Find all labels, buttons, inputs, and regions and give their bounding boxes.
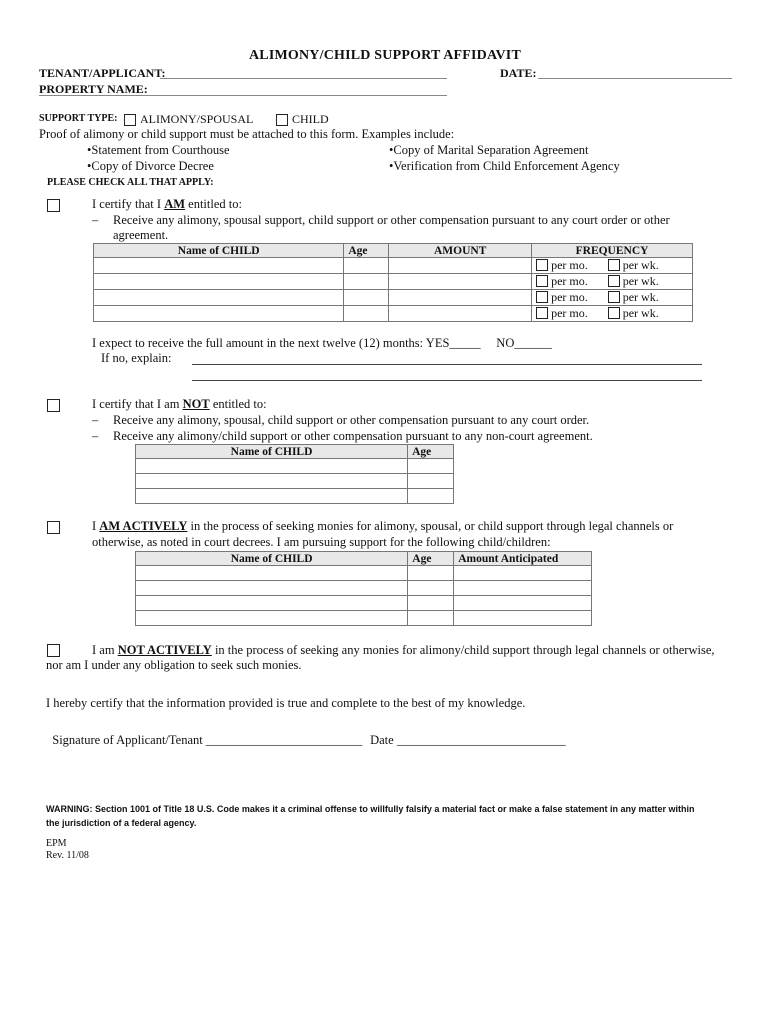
col-header: FREQUENCY (532, 244, 693, 258)
alimony-spousal-checkbox[interactable] (124, 114, 136, 126)
table-row (136, 596, 592, 611)
table-header-row (136, 552, 592, 566)
footer-rev: Rev. 11/08 (46, 850, 89, 861)
check-all-label: PLEASE CHECK ALL THAT APPLY: (47, 177, 214, 188)
amount-cell[interactable] (389, 258, 532, 274)
per-month-checkbox[interactable] (536, 291, 548, 303)
date-label: DATE: (500, 66, 537, 80)
frequency-cell: per mo. per wk. (532, 274, 693, 290)
child-name-cell[interactable] (136, 581, 408, 596)
table-header-row (136, 445, 454, 459)
child-name-cell[interactable] (94, 258, 344, 274)
warning-line: the jurisdiction of a federal agency. (46, 818, 197, 828)
child-name-cell[interactable] (136, 459, 408, 474)
table-row (94, 258, 693, 274)
signature-date: Date ___________________________ (370, 733, 566, 747)
child-name-cell[interactable] (136, 489, 408, 504)
footer-org: EPM (46, 838, 67, 849)
support-type-row (39, 113, 117, 124)
table-row (94, 290, 693, 306)
section1-table (93, 243, 693, 322)
table-row (136, 459, 454, 474)
per-month-checkbox[interactable] (536, 307, 548, 319)
age-cell[interactable] (344, 306, 389, 322)
property-input-line[interactable] (39, 95, 447, 96)
section1-checkbox[interactable] (47, 199, 60, 212)
frequency-cell: per mo. per wk. (532, 306, 693, 322)
col-header: Amount Anticipated (454, 552, 592, 566)
table-row (136, 474, 454, 489)
section2-bullet: Receive any alimony/child support or other compensation pursuant to any non-court agreement. (113, 429, 593, 443)
frequency-cell: per mo. per wk. (532, 290, 693, 306)
child-name-cell[interactable] (94, 274, 344, 290)
per-week-checkbox[interactable] (608, 291, 620, 303)
age-cell[interactable] (408, 596, 454, 611)
section2-checkbox[interactable] (47, 399, 60, 412)
col-header: Age (408, 445, 454, 459)
per-week-checkbox[interactable] (608, 307, 620, 319)
age-cell[interactable] (344, 274, 389, 290)
age-cell[interactable] (408, 566, 454, 581)
child-checkbox[interactable] (276, 114, 288, 126)
per-week-checkbox[interactable] (608, 259, 620, 271)
amount-cell[interactable] (454, 581, 592, 596)
child-name-cell[interactable] (136, 596, 408, 611)
date-input-line[interactable] (538, 78, 732, 79)
child-name-cell[interactable] (94, 290, 344, 306)
table-row (136, 489, 454, 504)
tenant-label: TENANT/APPLICANT: (39, 66, 166, 80)
section3-table (135, 551, 592, 626)
amount-cell[interactable] (389, 274, 532, 290)
per-month-checkbox[interactable] (536, 259, 548, 271)
explain-line[interactable] (192, 380, 702, 381)
section1-bullet: Receive any alimony, spousal support, child support or other compensation pursuant to any court order or other (113, 213, 670, 227)
example-item: •Copy of Divorce Decree (87, 159, 214, 173)
child-name-cell[interactable] (136, 566, 408, 581)
col-header: Name of CHILD (136, 552, 408, 566)
signature-line[interactable] (46, 718, 566, 748)
property-label: PROPERTY NAME: (39, 82, 148, 96)
child-name-cell[interactable] (136, 474, 408, 489)
table-row (94, 274, 693, 290)
section4-checkbox[interactable] (47, 644, 60, 657)
signature-label: Signature of Applicant/Tenant _________________________ (52, 733, 363, 747)
section2-bullet-dash: – (92, 413, 99, 427)
col-header: Name of CHILD (136, 445, 408, 459)
section1-bullet-dash: – (92, 213, 99, 227)
explain-line[interactable] (192, 364, 702, 365)
section2-bullet: Receive any alimony, spousal, child support or other compensation pursuant to any court order. (113, 413, 590, 427)
section2-bullet-dash: – (92, 429, 99, 443)
support-type-label: SUPPORT TYPE: (39, 113, 118, 124)
age-cell[interactable] (408, 474, 454, 489)
amount-cell[interactable] (454, 566, 592, 581)
expect-text: I expect to receive the full amount in the next twelve (12) months: YES_____ NO______ (92, 336, 552, 350)
example-item: •Verification from Child Enforcement Agency (389, 159, 620, 173)
amount-cell[interactable] (389, 290, 532, 306)
col-header: Name of CHILD (94, 244, 344, 258)
section2-intro: I certify that I am NOT entitled to: (92, 397, 267, 411)
warning-line: WARNING: Section 1001 of Title 18 U.S. Code makes it a criminal offense to willfully falsify a material fact or make a false statement in any matter within (46, 804, 695, 814)
section3-intro-cont: otherwise, as noted in court decrees. I am pursuing support for the following child/children: (92, 535, 551, 549)
frequency-cell: per mo. per wk. (532, 258, 693, 274)
per-week-checkbox[interactable] (608, 275, 620, 287)
col-header: AMOUNT (389, 244, 532, 258)
age-cell[interactable] (408, 459, 454, 474)
table-row (136, 611, 592, 626)
example-item: •Copy of Marital Separation Agreement (389, 143, 589, 157)
tenant-input-line[interactable] (160, 78, 447, 79)
amount-cell[interactable] (389, 306, 532, 322)
per-month-checkbox[interactable] (536, 275, 548, 287)
section4-intro: I am NOT ACTIVELY in the process of seeking any monies for alimony/child support through legal channels or otherwise, (92, 643, 715, 657)
form-title: ALIMONY/CHILD SUPPORT AFFIDAVIT (248, 48, 521, 63)
age-cell[interactable] (344, 290, 389, 306)
section3-intro: I AM ACTIVELY in the process of seeking monies for alimony, spousal, or child support through legal channels or (92, 519, 674, 533)
section2-table (135, 444, 454, 504)
child-name-cell[interactable] (136, 611, 408, 626)
age-cell[interactable] (408, 611, 454, 626)
col-header: Age (408, 552, 454, 566)
section3-checkbox[interactable] (47, 521, 60, 534)
table-row (136, 581, 592, 596)
age-cell[interactable] (408, 581, 454, 596)
amount-cell[interactable] (454, 611, 592, 626)
table-row (94, 306, 693, 322)
proof-text: Proof of alimony or child support must be attached to this form. Examples include: (39, 127, 455, 141)
col-header: Age (344, 244, 389, 258)
table-header-row (94, 244, 693, 258)
section4-intro-cont: nor am I under any obligation to seek such monies. (46, 658, 302, 672)
example-item: •Statement from Courthouse (87, 143, 230, 157)
age-cell[interactable] (344, 258, 389, 274)
explain-label: If no, explain: (101, 351, 172, 365)
child-name-cell[interactable] (94, 306, 344, 322)
section1-intro: I certify that I AM entitled to: (92, 197, 242, 211)
section1-bullet-cont: agreement. (113, 228, 169, 242)
amount-cell[interactable] (454, 596, 592, 611)
age-cell[interactable] (408, 489, 454, 504)
child-label: CHILD (292, 112, 329, 126)
alimony-spousal-label: ALIMONY/SPOUSAL (140, 112, 254, 126)
table-row (136, 566, 592, 581)
certify-text: I hereby certify that the information provided is true and complete to the best of my knowledge. (46, 696, 526, 710)
